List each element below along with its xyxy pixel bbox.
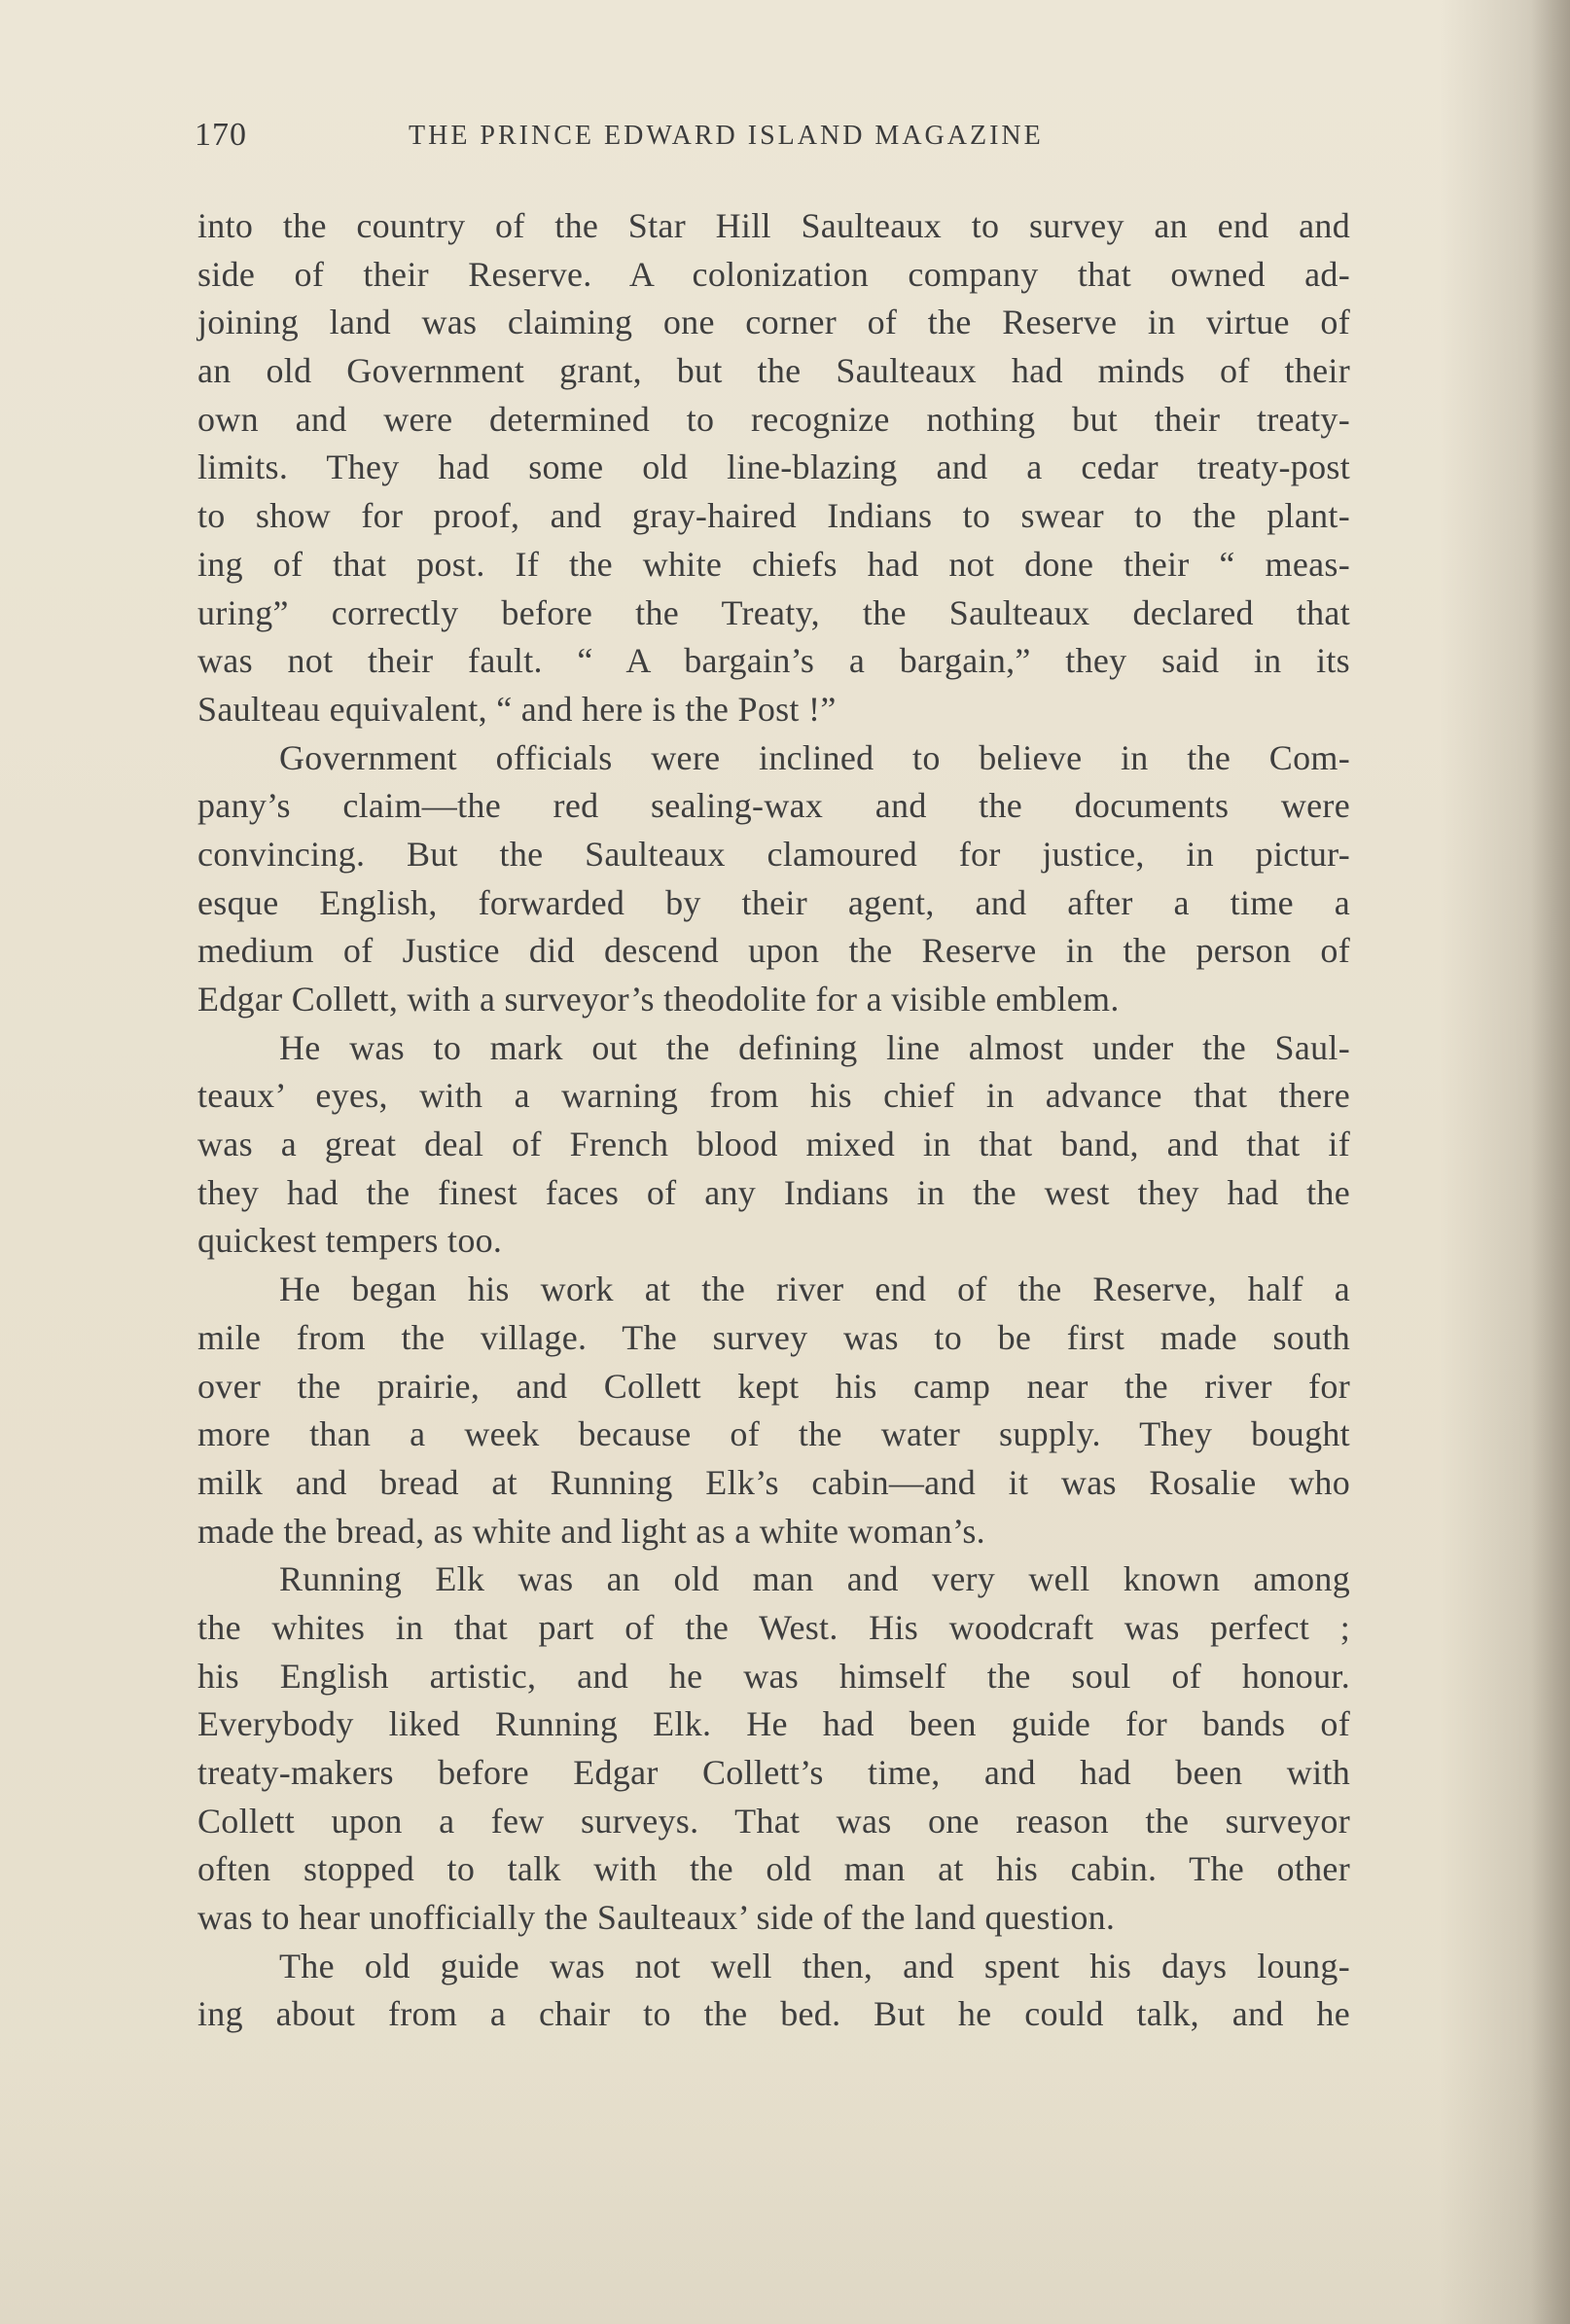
page-header: [195, 117, 1167, 156]
text-line: quickest tempers too.: [197, 1221, 503, 1261]
text-line: limits. They had some old line-blazing and a cedar treaty-post: [197, 447, 1350, 487]
text-line: medium of Justice did descend upon the Reserve in the person of: [197, 931, 1350, 971]
text-line: uring” correctly before the Treaty, the Saulteaux declared that: [197, 592, 1350, 632]
text-line: ing of that post. If the white chiefs had not done their “ meas-: [197, 544, 1350, 584]
paragraph: [197, 1266, 1350, 1555]
text-line: side of their Reserve. A colonization company that owned ad-: [197, 254, 1350, 294]
text-line: made the bread, as white and light as a white woman’s.: [197, 1511, 985, 1551]
text-line: Everybody liked Running Elk. He had been guide for bands of: [197, 1704, 1350, 1744]
running-head: THE PRINCE EDWARD ISLAND MAGAZINE: [409, 121, 1044, 151]
text-line: treaty-makers before Edgar Collett’s time, and had been with: [197, 1753, 1350, 1792]
text-line: He began his work at the river end of the Reserve, half a: [279, 1269, 1350, 1309]
text-line: mile from the village. The survey was to be first made south: [197, 1317, 1350, 1357]
text-line: milk and bread at Running Elk’s cabin—and it was Rosalie who: [197, 1462, 1350, 1502]
text-line: they had the finest faces of any Indians in the west they had the: [197, 1172, 1350, 1212]
text-line: his English artistic, and he was himself the soul of honour.: [197, 1656, 1350, 1696]
text-line: was a great deal of French blood mixed in that band, and that if: [197, 1125, 1350, 1164]
paragraph: [197, 1555, 1350, 1943]
text-line: to show for proof, and gray-haired Indians to swear to the plant-: [197, 496, 1350, 536]
paragraph: [197, 734, 1350, 1024]
page-number: 170: [195, 117, 247, 153]
paragraph: [197, 202, 1350, 734]
text-line: He was to mark out the defining line almost under the Saul-: [279, 1027, 1350, 1067]
paragraph: [197, 1024, 1350, 1266]
text-line: often stopped to talk with the old man at his cabin. The other: [197, 1849, 1350, 1889]
text-line: pany’s claim—the red sealing-wax and the documents were: [197, 786, 1350, 826]
text-line: convincing. But the Saulteaux clamoured for justice, in pictur-: [197, 834, 1350, 874]
text-line: Saulteau equivalent, “ and here is the Post !”: [197, 689, 837, 729]
text-line: Government officials were inclined to believe in the Com-: [279, 737, 1350, 777]
text-line: esque English, forwarded by their agent, and after a time a: [197, 882, 1350, 922]
text-line: own and were determined to recognize nothing but their treaty-: [197, 399, 1350, 439]
text-line: The old guide was not well then, and spent his days loung-: [279, 1946, 1350, 1985]
text-line: more than a week because of the water supply. They bought: [197, 1414, 1350, 1454]
page-bottom-tone: [0, 2052, 1570, 2324]
text-line: into the country of the Star Hill Saulteaux to survey an end and: [197, 206, 1350, 245]
text-line: Edgar Collett, with a surveyor’s theodolite for a visible emblem.: [197, 980, 1120, 1019]
text-line: teaux’ eyes, with a warning from his chief in advance that there: [197, 1076, 1350, 1116]
text-line: over the prairie, and Collett kept his camp near the river for: [197, 1366, 1350, 1406]
page-edge-shadow: [1531, 0, 1570, 2324]
paragraph: [197, 1943, 1350, 2039]
text-line: Running Elk was an old man and very well known among: [279, 1559, 1350, 1599]
text-line: Collett upon a few surveys. That was one reason the surveyor: [197, 1801, 1350, 1841]
text-line: was to hear unofficially the Saulteaux’ side of the land question.: [197, 1898, 1116, 1938]
text-line: was not their fault. “ A bargain’s a bargain,” they said in its: [197, 641, 1350, 681]
text-line: an old Government grant, but the Saulteaux had minds of their: [197, 351, 1350, 391]
body-text: [197, 202, 1350, 2039]
text-line: joining land was claiming one corner of the Reserve in virtue of: [197, 303, 1350, 342]
text-line: ing about from a chair to the bed. But he could talk, and he: [197, 1994, 1350, 2034]
text-line: the whites in that part of the West. His woodcraft was perfect ;: [197, 1607, 1350, 1647]
